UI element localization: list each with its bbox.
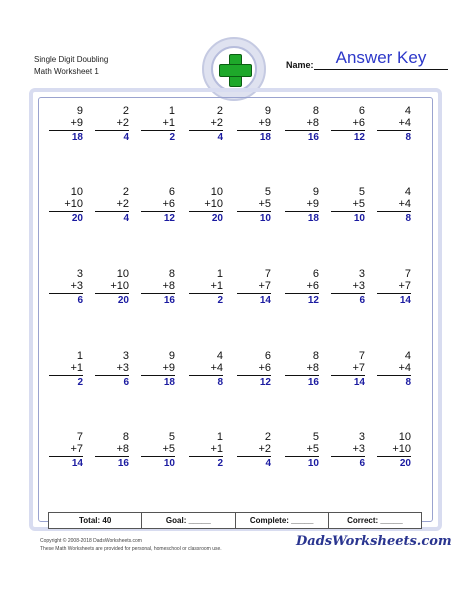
addend-top: 9 — [264, 105, 271, 117]
addend-bottom: +6 — [258, 362, 271, 374]
problem — [237, 431, 271, 470]
addend-bottom: +5 — [306, 443, 319, 455]
problem — [189, 186, 223, 225]
answer: 16 — [307, 377, 319, 388]
sum-rule — [49, 130, 83, 131]
sum-rule — [377, 456, 411, 457]
answer: 12 — [259, 377, 271, 388]
sum-rule — [189, 211, 223, 212]
addend-top: 2 — [264, 431, 271, 443]
problem — [285, 105, 319, 144]
addend-top: 1 — [168, 105, 175, 117]
addend-top: 10 — [398, 431, 411, 443]
sum-rule — [141, 456, 175, 457]
addend-top: 4 — [404, 350, 411, 362]
answer: 10 — [259, 213, 271, 224]
addend-top: 8 — [168, 268, 175, 280]
addend-bottom: +5 — [258, 198, 271, 210]
addend-bottom: +8 — [162, 280, 175, 292]
addend-top: 6 — [168, 186, 175, 198]
addend-bottom: +7 — [398, 280, 411, 292]
addend-bottom: +1 — [210, 280, 223, 292]
addend-top: 7 — [264, 268, 271, 280]
sum-rule — [285, 211, 319, 212]
answer: 6 — [359, 295, 365, 306]
problem — [285, 350, 319, 389]
answer: 8 — [405, 132, 411, 143]
sum-rule — [331, 293, 365, 294]
addend-bottom: +1 — [70, 362, 83, 374]
copyright-text: Copyright © 2008-2018 DadsWorksheets.com — [40, 538, 142, 544]
addend-bottom: +7 — [258, 280, 271, 292]
sum-rule — [331, 211, 365, 212]
addend-bottom: +3 — [352, 280, 365, 292]
sum-rule — [95, 375, 129, 376]
addend-bottom: +9 — [162, 362, 175, 374]
problem — [331, 268, 365, 307]
addend-top: 8 — [312, 105, 319, 117]
addend-bottom: +2 — [210, 117, 223, 129]
problem — [377, 431, 411, 470]
answer: 6 — [359, 458, 365, 469]
addend-bottom: +8 — [306, 362, 319, 374]
answer: 18 — [307, 213, 319, 224]
answer: 14 — [399, 295, 411, 306]
sum-rule — [141, 375, 175, 376]
addend-top: 7 — [404, 268, 411, 280]
problem — [141, 186, 175, 225]
addend-top: 5 — [358, 186, 365, 198]
problem — [377, 350, 411, 389]
addend-top: 4 — [404, 105, 411, 117]
answer: 2 — [217, 458, 223, 469]
answer: 2 — [169, 132, 175, 143]
answer: 4 — [123, 213, 129, 224]
answer: 14 — [259, 295, 271, 306]
sum-rule — [49, 293, 83, 294]
goal-cell: Goal: _____ — [142, 513, 235, 528]
sum-rule — [95, 211, 129, 212]
addend-bottom: +2 — [116, 117, 129, 129]
answer: 2 — [217, 295, 223, 306]
answer: 20 — [71, 213, 83, 224]
addend-bottom: +4 — [210, 362, 223, 374]
brand-logo: DadsWorksheets.com — [296, 534, 452, 549]
sum-rule — [189, 456, 223, 457]
addend-bottom: +3 — [352, 443, 365, 455]
answer: 18 — [259, 132, 271, 143]
sum-rule — [237, 130, 271, 131]
problem — [285, 431, 319, 470]
answer: 4 — [265, 458, 271, 469]
problem — [377, 268, 411, 307]
answer: 14 — [71, 458, 83, 469]
addend-bottom: +9 — [70, 117, 83, 129]
addend-bottom: +4 — [398, 362, 411, 374]
answer: 18 — [163, 377, 175, 388]
sum-rule — [189, 130, 223, 131]
answer: 20 — [117, 295, 129, 306]
addend-top: 5 — [168, 431, 175, 443]
problem — [141, 105, 175, 144]
sum-rule — [189, 293, 223, 294]
addend-bottom: +10 — [392, 443, 411, 455]
answer: 10 — [163, 458, 175, 469]
sum-rule — [377, 130, 411, 131]
problem — [331, 186, 365, 225]
sum-rule — [377, 293, 411, 294]
problem — [331, 350, 365, 389]
answer: 8 — [217, 377, 223, 388]
plus-center — [230, 65, 241, 76]
addend-bottom: +9 — [258, 117, 271, 129]
sum-rule — [285, 130, 319, 131]
problem — [285, 268, 319, 307]
sum-rule — [49, 456, 83, 457]
addend-bottom: +1 — [210, 443, 223, 455]
problem — [189, 350, 223, 389]
sum-rule — [331, 375, 365, 376]
addend-bottom: +4 — [398, 117, 411, 129]
problem — [237, 105, 271, 144]
problem — [237, 350, 271, 389]
usage-notice: These Math Worksheets are provided for personal, homeschool or classroom use. — [40, 546, 222, 552]
addend-top: 6 — [312, 268, 319, 280]
problem — [95, 431, 129, 470]
addend-top: 3 — [122, 350, 129, 362]
addend-top: 4 — [404, 186, 411, 198]
addend-bottom: +8 — [116, 443, 129, 455]
sum-rule — [237, 375, 271, 376]
problem — [237, 268, 271, 307]
answer: 16 — [307, 132, 319, 143]
addend-top: 2 — [122, 105, 129, 117]
sum-rule — [141, 130, 175, 131]
sum-rule — [95, 293, 129, 294]
answer: 8 — [405, 213, 411, 224]
answer: 8 — [405, 377, 411, 388]
addend-bottom: +10 — [110, 280, 129, 292]
problem — [141, 431, 175, 470]
answer: 4 — [217, 132, 223, 143]
sum-rule — [285, 293, 319, 294]
answer: 18 — [71, 132, 83, 143]
answer: 16 — [163, 295, 175, 306]
sum-rule — [237, 293, 271, 294]
problem — [141, 350, 175, 389]
addend-top: 5 — [312, 431, 319, 443]
addend-bottom: +5 — [162, 443, 175, 455]
name-underline — [314, 69, 448, 70]
addend-top: 9 — [168, 350, 175, 362]
sum-rule — [141, 211, 175, 212]
answer: 12 — [353, 132, 365, 143]
sum-rule — [331, 456, 365, 457]
addend-top: 9 — [312, 186, 319, 198]
answer: 12 — [307, 295, 319, 306]
addend-top: 7 — [76, 431, 83, 443]
addend-bottom: +5 — [352, 198, 365, 210]
answer: 6 — [123, 377, 129, 388]
addend-top: 5 — [264, 186, 271, 198]
answer: 10 — [307, 458, 319, 469]
addend-bottom: +2 — [258, 443, 271, 455]
problem — [331, 431, 365, 470]
addend-top: 3 — [358, 268, 365, 280]
sum-rule — [377, 375, 411, 376]
addend-bottom: +6 — [306, 280, 319, 292]
problem — [95, 268, 129, 307]
problem — [237, 186, 271, 225]
worksheet-title: Single Digit Doubling — [34, 55, 109, 64]
sum-rule — [285, 456, 319, 457]
problem — [141, 268, 175, 307]
name-label: Name: — [286, 60, 314, 70]
sum-rule — [331, 130, 365, 131]
addend-bottom: +3 — [116, 362, 129, 374]
complete-cell: Complete: _____ — [236, 513, 329, 528]
problem — [49, 105, 83, 144]
addend-bottom: +9 — [306, 198, 319, 210]
addend-top: 6 — [358, 105, 365, 117]
addend-top: 8 — [122, 431, 129, 443]
worksheet-subtitle: Math Worksheet 1 — [34, 67, 99, 76]
addend-top: 10 — [210, 186, 223, 198]
answer: 14 — [353, 377, 365, 388]
addend-bottom: +3 — [70, 280, 83, 292]
sum-rule — [141, 293, 175, 294]
addend-bottom: +10 — [204, 198, 223, 210]
addend-bottom: +7 — [70, 443, 83, 455]
sum-rule — [95, 130, 129, 131]
addend-top: 6 — [264, 350, 271, 362]
addend-bottom: +6 — [352, 117, 365, 129]
addend-top: 3 — [76, 268, 83, 280]
addend-bottom: +8 — [306, 117, 319, 129]
problem — [95, 105, 129, 144]
sum-rule — [285, 375, 319, 376]
answer-key-heading: Answer Key — [335, 48, 427, 67]
correct-cell: Correct: _____ — [347, 516, 403, 525]
addend-top: 2 — [216, 105, 223, 117]
sum-rule — [237, 456, 271, 457]
answer: 6 — [77, 295, 83, 306]
sum-rule — [49, 211, 83, 212]
addend-top: 9 — [76, 105, 83, 117]
answer: 20 — [211, 213, 223, 224]
sum-rule — [377, 211, 411, 212]
total-cell: Total: 40 — [49, 513, 142, 528]
answer: 12 — [163, 213, 175, 224]
sum-rule — [95, 456, 129, 457]
problem — [377, 186, 411, 225]
problem — [95, 186, 129, 225]
answer: 4 — [123, 132, 129, 143]
addend-bottom: +4 — [398, 198, 411, 210]
addend-top: 4 — [216, 350, 223, 362]
sum-rule — [237, 211, 271, 212]
addend-top: 10 — [116, 268, 129, 280]
addend-bottom: +1 — [162, 117, 175, 129]
sum-rule — [189, 375, 223, 376]
addend-bottom: +7 — [352, 362, 365, 374]
addend-top: 8 — [312, 350, 319, 362]
problem — [95, 350, 129, 389]
addend-bottom: +2 — [116, 198, 129, 210]
score-bar — [48, 512, 422, 529]
problem — [377, 105, 411, 144]
addend-top: 1 — [216, 268, 223, 280]
problem — [189, 105, 223, 144]
problem — [49, 186, 83, 225]
answer: 2 — [77, 377, 83, 388]
addend-top: 10 — [70, 186, 83, 198]
problem — [49, 268, 83, 307]
problem — [189, 268, 223, 307]
addend-bottom: +10 — [64, 198, 83, 210]
addend-top: 1 — [76, 350, 83, 362]
addend-bottom: +6 — [162, 198, 175, 210]
problem — [49, 350, 83, 389]
problem — [331, 105, 365, 144]
addend-top: 2 — [122, 186, 129, 198]
answer: 10 — [353, 213, 365, 224]
addend-top: 3 — [358, 431, 365, 443]
logo-inner-circle — [211, 46, 257, 92]
answer: 16 — [117, 458, 129, 469]
addend-top: 1 — [216, 431, 223, 443]
problem — [49, 431, 83, 470]
sum-rule — [49, 375, 83, 376]
addend-top: 7 — [358, 350, 365, 362]
problem — [189, 431, 223, 470]
answer: 20 — [399, 458, 411, 469]
problem — [285, 186, 319, 225]
